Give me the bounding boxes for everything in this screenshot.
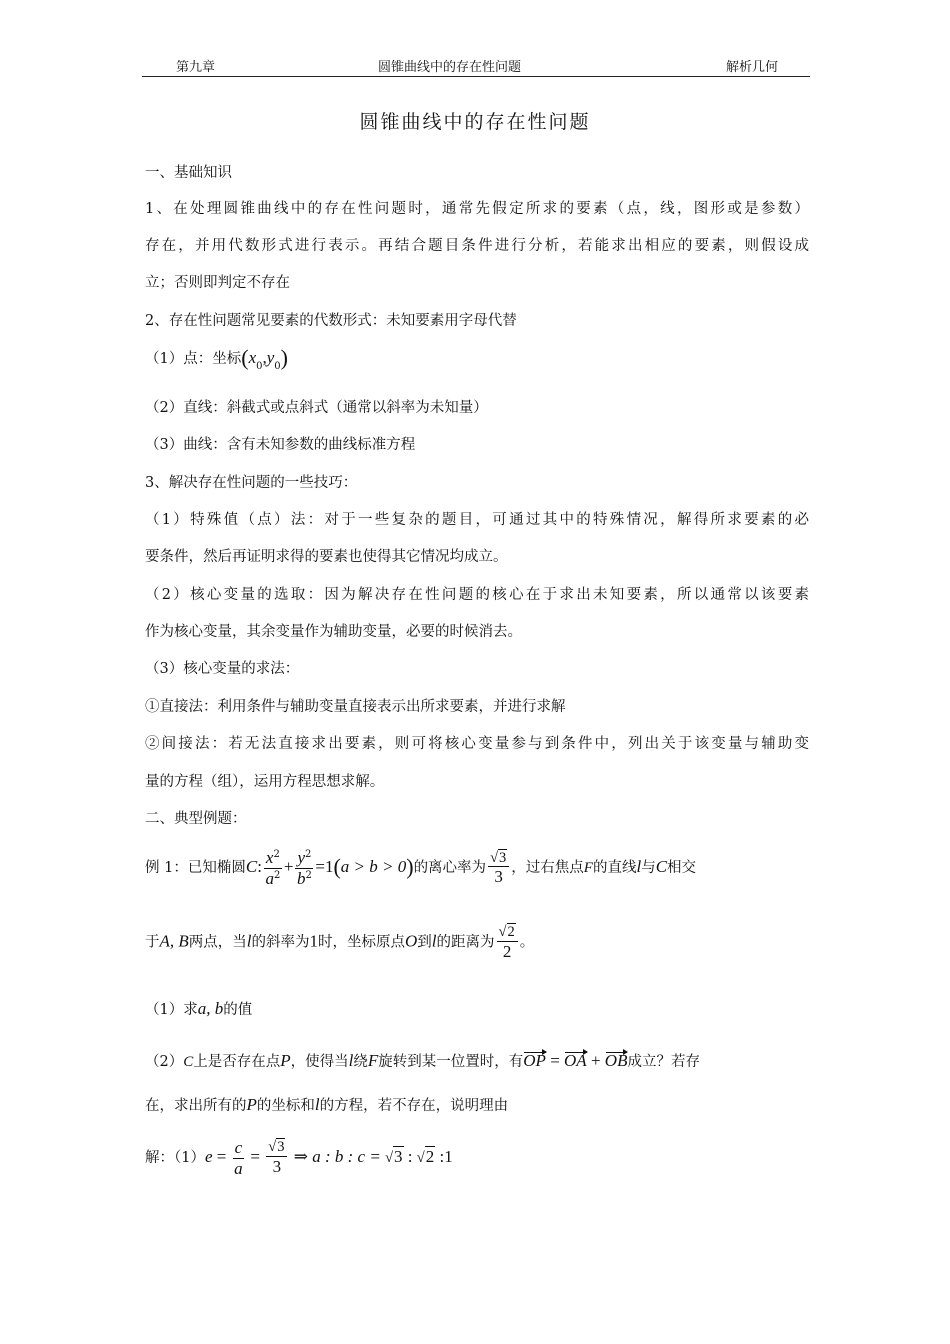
question2-line1: （2）C上是否存在点P，使得当l绕F旋转到某一位置时，有OP = OA + OB成立？若存	[145, 1051, 700, 1070]
method-direct: ①直接法：利用条件与辅助变量直接表示出所求要素，并进行求解	[145, 699, 566, 715]
q1-ab: a, b	[197, 999, 224, 1018]
method-indirect-line2: 量的方程（组），运用方程思想求解。	[145, 774, 385, 790]
frac-x2-a2: $\frac{x^2}{a^2}$	[265, 848, 281, 888]
basics-p1-line1: 1、在处理圆锥曲线中的存在性问题时，通常先假定所求的要素（点，线，图形或是参数）	[145, 201, 809, 217]
question1: （1）求a, b的值	[145, 999, 253, 1018]
example1-line1: 例 1：已知椭圆C: $\frac{x^2}{a^2}$ + $\frac{y^2}{b^2}$ =1(a > b > 0)的离心率为 $\frac{√3}{3}$ ，过右焦点F的直线l与C相交	[145, 848, 697, 888]
ellipse-condition: a > b > 0	[340, 857, 407, 877]
header-topic: 圆锥曲线中的存在性问题	[378, 60, 522, 75]
coord-y-sub: 0	[274, 361, 281, 372]
ex1-prefix: 例 1：已知椭圆	[145, 860, 246, 877]
basics-p2: 2、存在性问题常见要素的代数形式：未知要素用字母代替	[145, 313, 517, 329]
header-chapter: 第九章	[176, 60, 216, 75]
sol-ratio-r1: 1	[444, 1147, 453, 1167]
frac-y2-b2: $\frac{y^2}{b^2}$	[296, 848, 312, 888]
tech2-line2: 作为核心变量，其余变量作为辅助变量，必要的时候消去。	[145, 624, 522, 640]
sol-ratio-r3: √3	[385, 1147, 403, 1167]
tech1-line1: （1）特殊值（点）法：对于一些复杂的题目，可通过其中的特殊情况，解得所求要素的必	[145, 512, 809, 528]
sol-ratio-label: a : b : c =	[312, 1147, 381, 1167]
basics-item2: （2）直线：斜截式或点斜式（通常以斜率为未知量）	[145, 400, 488, 416]
item1-text: （1）点：坐标	[145, 351, 242, 367]
method-indirect-line1: ②间接法：若无法直接求出要素，则可将核心变量参与到条件中，列出关于该变量与辅助变	[145, 736, 809, 752]
basics-item1: （1）点：坐标$(x_0,y_0)$	[145, 345, 288, 372]
section-heading-examples: 二、典型例题：	[145, 811, 247, 827]
coord-x: x	[248, 348, 257, 367]
coord-y: y	[266, 348, 275, 367]
paren-open: (	[241, 345, 249, 370]
vector-OB: OB	[604, 1051, 628, 1070]
point-P: P	[280, 1051, 291, 1070]
tech1-line2: 要条件，然后再证明求得的要素也使得其它情况均成立。	[145, 549, 508, 565]
points-AB: A, B	[159, 931, 189, 951]
basics-p1-line2: 存在，并用代数形式进行表示。再结合题目条件进行分析，若能求出相应的要素，则假设成	[145, 238, 809, 254]
frac-root3-3: $\frac{√3}{3}$	[266, 1139, 287, 1176]
vector-OP: OP	[523, 1051, 546, 1070]
distance-value: $\frac{√2}{2}$	[497, 924, 518, 961]
sol-ratio-r2: √2	[416, 1147, 435, 1167]
tech3: （3）核心变量的求法：	[145, 661, 300, 677]
slope-value: 1	[309, 931, 319, 951]
line-l: l	[636, 857, 642, 877]
solution-line1: 解：（1）e = $\frac{c}{a}$ = $\frac{√3}{3}$ ⇒ a : b : c = √3 : √2 :1	[145, 1138, 453, 1178]
sol-e: e	[204, 1147, 213, 1167]
running-header	[142, 56, 810, 77]
example1-line2: 于A, B两点，当l的斜率为1时，坐标原点O到l的距离为 $\frac{√2}{2}$ 。	[145, 924, 535, 961]
basics-item3: （3）曲线：含有未知参数的曲线标准方程	[145, 437, 416, 453]
basics-p3: 3、解决存在性问题的一些技巧：	[145, 475, 358, 491]
section-heading-basics: 一、基础知识	[145, 165, 232, 181]
origin-O: O	[405, 931, 418, 951]
page-title: 圆锥曲线中的存在性问题	[359, 111, 591, 133]
focus-F: F	[583, 860, 593, 877]
coord-x-sub: 0	[256, 361, 263, 372]
header-subject: 解析几何	[725, 60, 778, 75]
question2-line2: 在，求出所有的P的坐标和l的方程，若不存在，说明理由	[145, 1095, 509, 1114]
eq-one: 1	[324, 857, 334, 877]
basics-p1-line3: 立；否则即判定不存在	[145, 275, 290, 291]
frac-c-a: $\frac{c}{a}$	[234, 1138, 243, 1178]
ellipse-C: C	[245, 857, 258, 877]
eccentricity-value: $\frac{√3}{3}$	[488, 850, 509, 887]
vector-OA: OA	[564, 1051, 587, 1070]
tech2-line1: （2）核心变量的选取：因为解决存在性问题的核心在于求出未知要素，所以通常以该要素	[145, 587, 809, 603]
